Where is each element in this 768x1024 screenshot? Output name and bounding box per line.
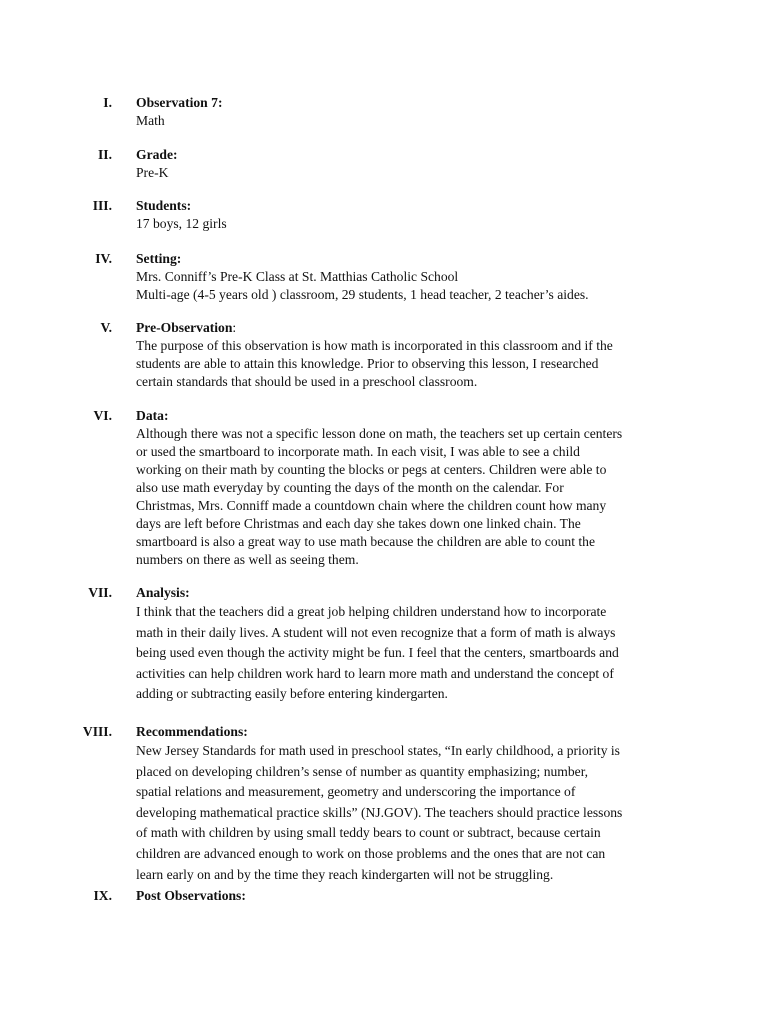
body-line: students are able to attain this knowledge. Prior to observing this lesson, I researched (136, 356, 599, 371)
section-number: VIII. (82, 724, 112, 739)
body-line: or used the smartboard to incorporate math. In each visit, I was able to see a child (136, 444, 580, 459)
section-number: I. (103, 95, 112, 110)
body-line: Christmas, Mrs. Conniff made a countdown chain where the children count how many (136, 498, 607, 513)
body-line: Math (136, 113, 165, 128)
body-line: Although there was not a specific lesson done on math, the teachers set up certain centers (136, 426, 623, 441)
body-line: children are advanced enough to work on those problems and the ones that are not can (136, 845, 606, 861)
body-line: being used even though the activity might be fun. I feel that the centers, smartboards and (136, 645, 619, 661)
section-body (136, 741, 656, 885)
section-number: VII. (88, 585, 112, 600)
body-line: I think that the teachers did a great job helping children understand how to incorporate (136, 604, 607, 619)
body-line: Mrs. Conniff’s Pre-K Class at St. Matthias Catholic School (136, 269, 459, 284)
body-line: days are left before Christmas and each day she takes down one linked chain. The (136, 516, 581, 531)
body-line: learn early on and by the time they reach kindergarten will not be struggling. (136, 866, 554, 882)
body-line: also use math everyday by counting the days of the month on the calendar. For (136, 480, 564, 495)
body-line: adding or subtracting easily before entering kindergarten. (136, 686, 448, 702)
body-line: activities can help children work hard to learn more math and understand the concept of (136, 665, 614, 681)
body-line: math in their daily lives. A student will not even recognize that a form of math is always (136, 624, 616, 640)
section-heading: Post Observations: (136, 888, 246, 903)
section-number: IV. (95, 251, 112, 266)
section-heading: Recommendations: (136, 724, 248, 739)
section-number: IX. (93, 888, 112, 903)
section-body (136, 268, 656, 304)
body-line: numbers on there as well as seeing them. (136, 552, 359, 567)
heading-text: Pre-Observation (136, 320, 233, 335)
section-number: II. (98, 147, 112, 162)
body-line: working on their math by counting the blocks or pegs at centers. Children were able to (136, 462, 607, 477)
body-line: spatial relations and measurement, geometry and underscoring the importance of (136, 784, 576, 800)
section-number: III. (92, 198, 112, 213)
body-line: certain standards that should be used in a preschool classroom. (136, 374, 478, 389)
body-line: Pre-K (136, 165, 169, 180)
body-line: placed on developing children’s sense of number as quantity emphasizing; number, (136, 763, 589, 779)
body-line: Multi-age (4-5 years old ) classroom, 29 students, 1 head teacher, 2 teacher’s aides. (136, 287, 589, 302)
section-body (136, 425, 656, 569)
section-heading: Setting: (136, 251, 182, 266)
section-body (136, 215, 656, 233)
section-heading (136, 319, 236, 337)
body-line: developing mathematical practice skills” (NJ.GOV). The teachers should practice lessons (136, 804, 623, 820)
body-line: 17 boys, 12 girls (136, 216, 227, 231)
section-heading: Data: (136, 408, 169, 423)
body-line: smartboard is also a great way to use math because the children are able to count the (136, 534, 595, 549)
body-line: New Jersey Standards for math used in preschool states, “In early childhood, a priority is (136, 743, 620, 758)
section-heading: Analysis: (136, 585, 190, 600)
section-heading: Observation 7: (136, 95, 223, 110)
section-body (136, 164, 656, 182)
section-number: V. (100, 320, 112, 335)
section-body (136, 112, 656, 130)
section-body (136, 337, 656, 391)
section-heading: Grade: (136, 147, 178, 162)
section-number: VI. (93, 408, 112, 423)
body-line: of math with children by using small teddy bears to count or subtract, because certain (136, 825, 601, 841)
section-body (136, 602, 656, 705)
section-heading: Students: (136, 198, 192, 213)
heading-colon: : (232, 320, 237, 335)
body-line: The purpose of this observation is how math is incorporated in this classroom and if the (136, 338, 613, 353)
